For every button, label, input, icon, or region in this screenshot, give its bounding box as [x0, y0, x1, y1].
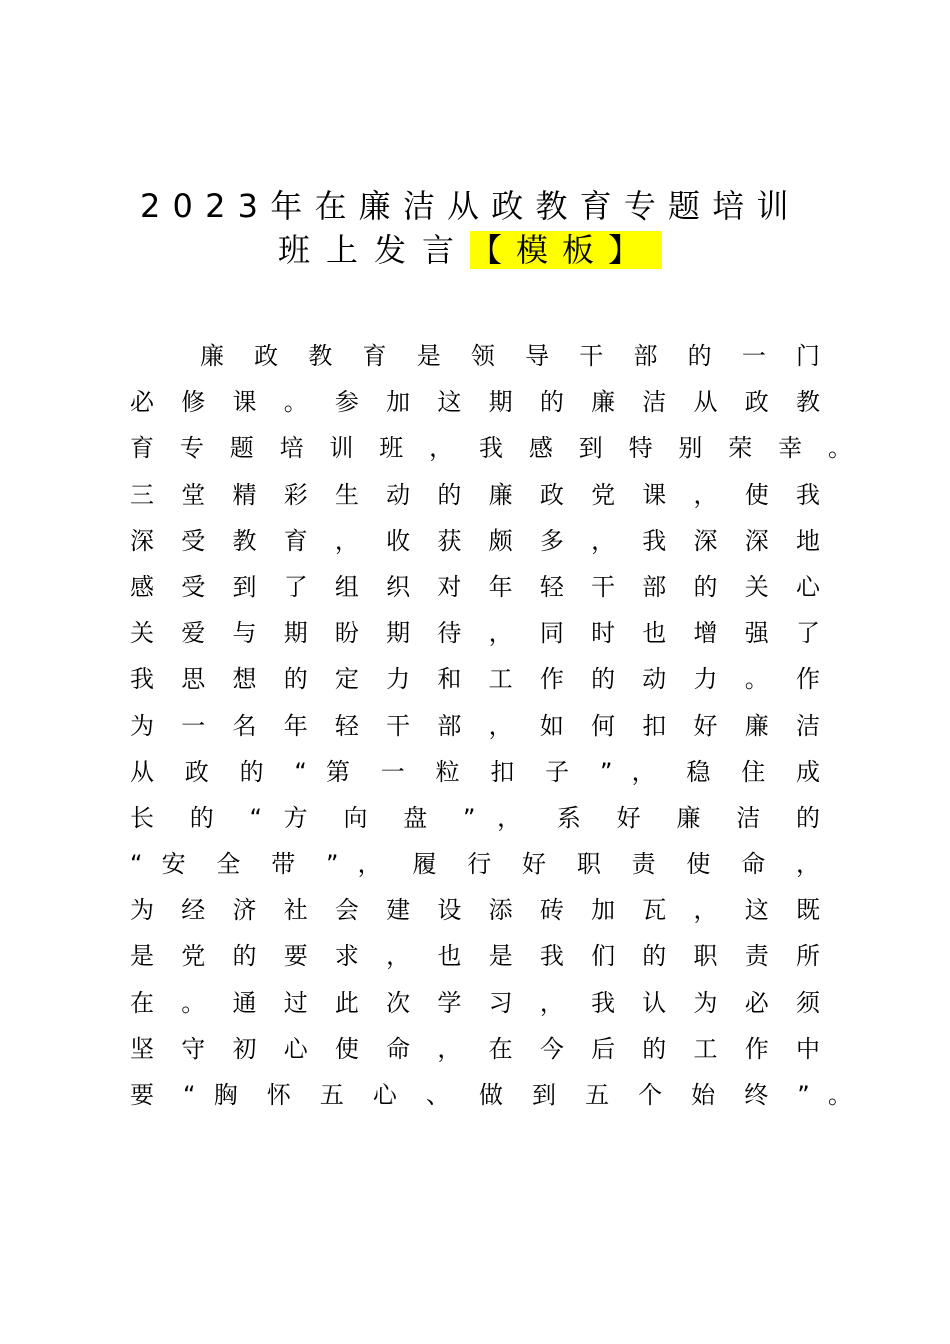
document-title-line-2: [278, 230, 662, 270]
paragraph-line: 育 专 题 培 训 班 ， 我 感 到 特 别 荣 幸 。: [130, 434, 852, 463]
paragraph-line: 为 经 济 社 会 建 设 添 砖 加 瓦 ， 这 既: [130, 896, 820, 925]
paragraph-line: 从 政 的 “ 第 一 粒 扣 子 ” ， 稳 住 成: [130, 757, 820, 786]
document-title-line-1: 2023年在廉洁从政教育专题培训: [140, 187, 801, 225]
paragraph-line: 关 爱 与 期 盼 期 待 ， 同 时 也 增 强 了: [130, 619, 820, 648]
paragraph-line: 我 思 想 的 定 力 和 工 作 的 动 力 。 作: [130, 665, 820, 694]
template-highlight-tag: 【模板】: [470, 231, 662, 269]
paragraph-line: 为 一 名 年 轻 干 部 ， 如 何 扣 好 廉 洁: [130, 711, 820, 740]
paragraph-line: 在 。 通 过 此 次 学 习 ， 我 认 为 必 须: [130, 988, 820, 1017]
document-title-prefix: 班上发言: [278, 231, 471, 269]
paragraph-line: 深 受 教 育 ， 收 获 颇 多 ， 我 深 深 地: [130, 526, 820, 555]
paragraph-line: 长 的 “ 方 向 盘 ” ， 系 好 廉 洁 的: [130, 803, 820, 832]
paragraph-line: 坚 守 初 心 使 命 ， 在 今 后 的 工 作 中: [130, 1034, 820, 1063]
speech-paragraph: [130, 333, 852, 1118]
paragraph-line: 廉 政 教 育 是 领 导 干 部 的 一 门: [200, 342, 820, 370]
paragraph-line: 是 党 的 要 求 ， 也 是 我 们 的 职 责 所: [130, 942, 820, 971]
paragraph-line: 要 “ 胸 怀 五 心 、 做 到 五 个 始 终 ” 。: [130, 1081, 852, 1109]
paragraph-line: “ 安 全 带 ” ， 履 行 好 职 责 使 命 ，: [130, 850, 820, 879]
paragraph-line: 三 堂 精 彩 生 动 的 廉 政 党 课 ， 使 我: [130, 480, 820, 509]
paragraph-line: 必 修 课 。 参 加 这 期 的 廉 洁 从 政 教: [130, 388, 820, 417]
paragraph-line: 感 受 到 了 组 织 对 年 轻 干 部 的 关 心: [130, 572, 820, 601]
